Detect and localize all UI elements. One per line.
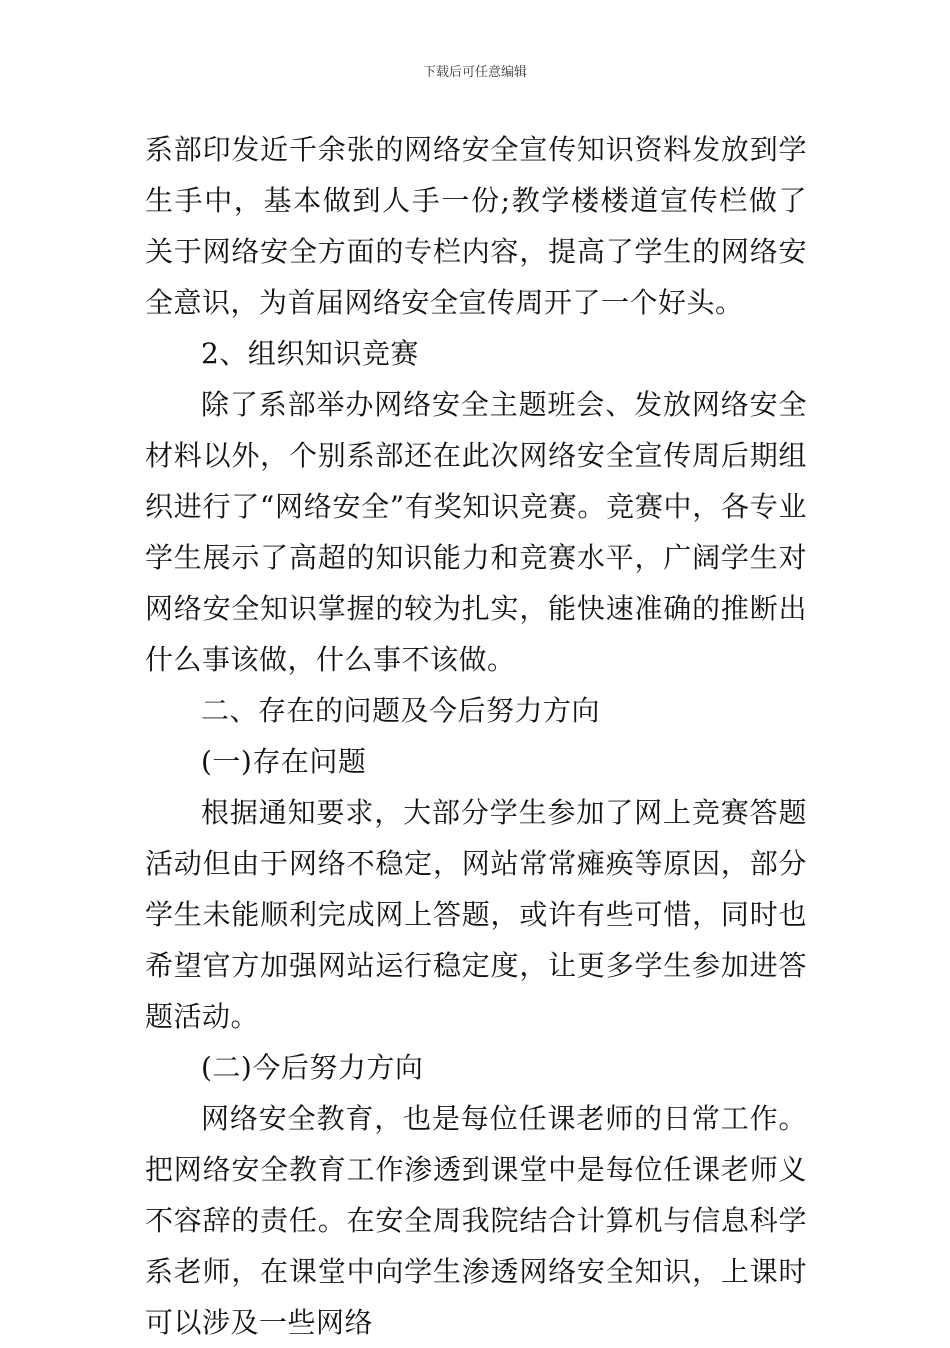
section-heading: 2、组织知识竞赛 [201, 337, 419, 370]
subsection-heading: (二)今后努力方向 [201, 1051, 424, 1084]
paragraph: 除了系部举办网络安全主题班会、发放网络安全材料以外，个别系部还在此次网络安全宣传周后期组织进行了“网络安全”有奖知识竞赛。竞赛中，各专业学生展示了高超的知识能力和竞赛水平，广阔学生对网络安全知识掌握的较为扎实，能快速准确的推断出什么事该做，什么事不该做。 [145, 388, 807, 676]
subsection-heading: (一)存在问题 [201, 745, 367, 778]
paragraph: 根据通知要求，大部分学生参加了网上竞赛答题活动但由于网络不稳定，网站常常瘫痪等原因，部分学生未能顺利完成网上答题，或许有些可惜，同时也希望官方加强网站运行稳定度，让更多学生参加进答题活动。 [145, 796, 807, 1033]
document-body [145, 124, 807, 1348]
section-heading: 二、存在的问题及今后努力方向 [201, 694, 601, 727]
paragraph: 系部印发近千余张的网络安全宣传知识资料发放到学生手中，基本做到人手一份;教学楼楼道宣传栏做了关于网络安全方面的专栏内容，提高了学生的网络安全意识，为首届网络安全宣传周开了一个好头。 [145, 133, 807, 319]
page-header: 下载后可任意编辑 [422, 65, 527, 80]
paragraph: 网络安全教育，也是每位任课老师的日常工作。把网络安全教育工作渗透到课堂中是每位任课老师义不容辞的责任。在安全周我院结合计算机与信息科学系老师，在课堂中向学生渗透网络安全知识，上课时可以涉及一些网络 [145, 1102, 807, 1339]
